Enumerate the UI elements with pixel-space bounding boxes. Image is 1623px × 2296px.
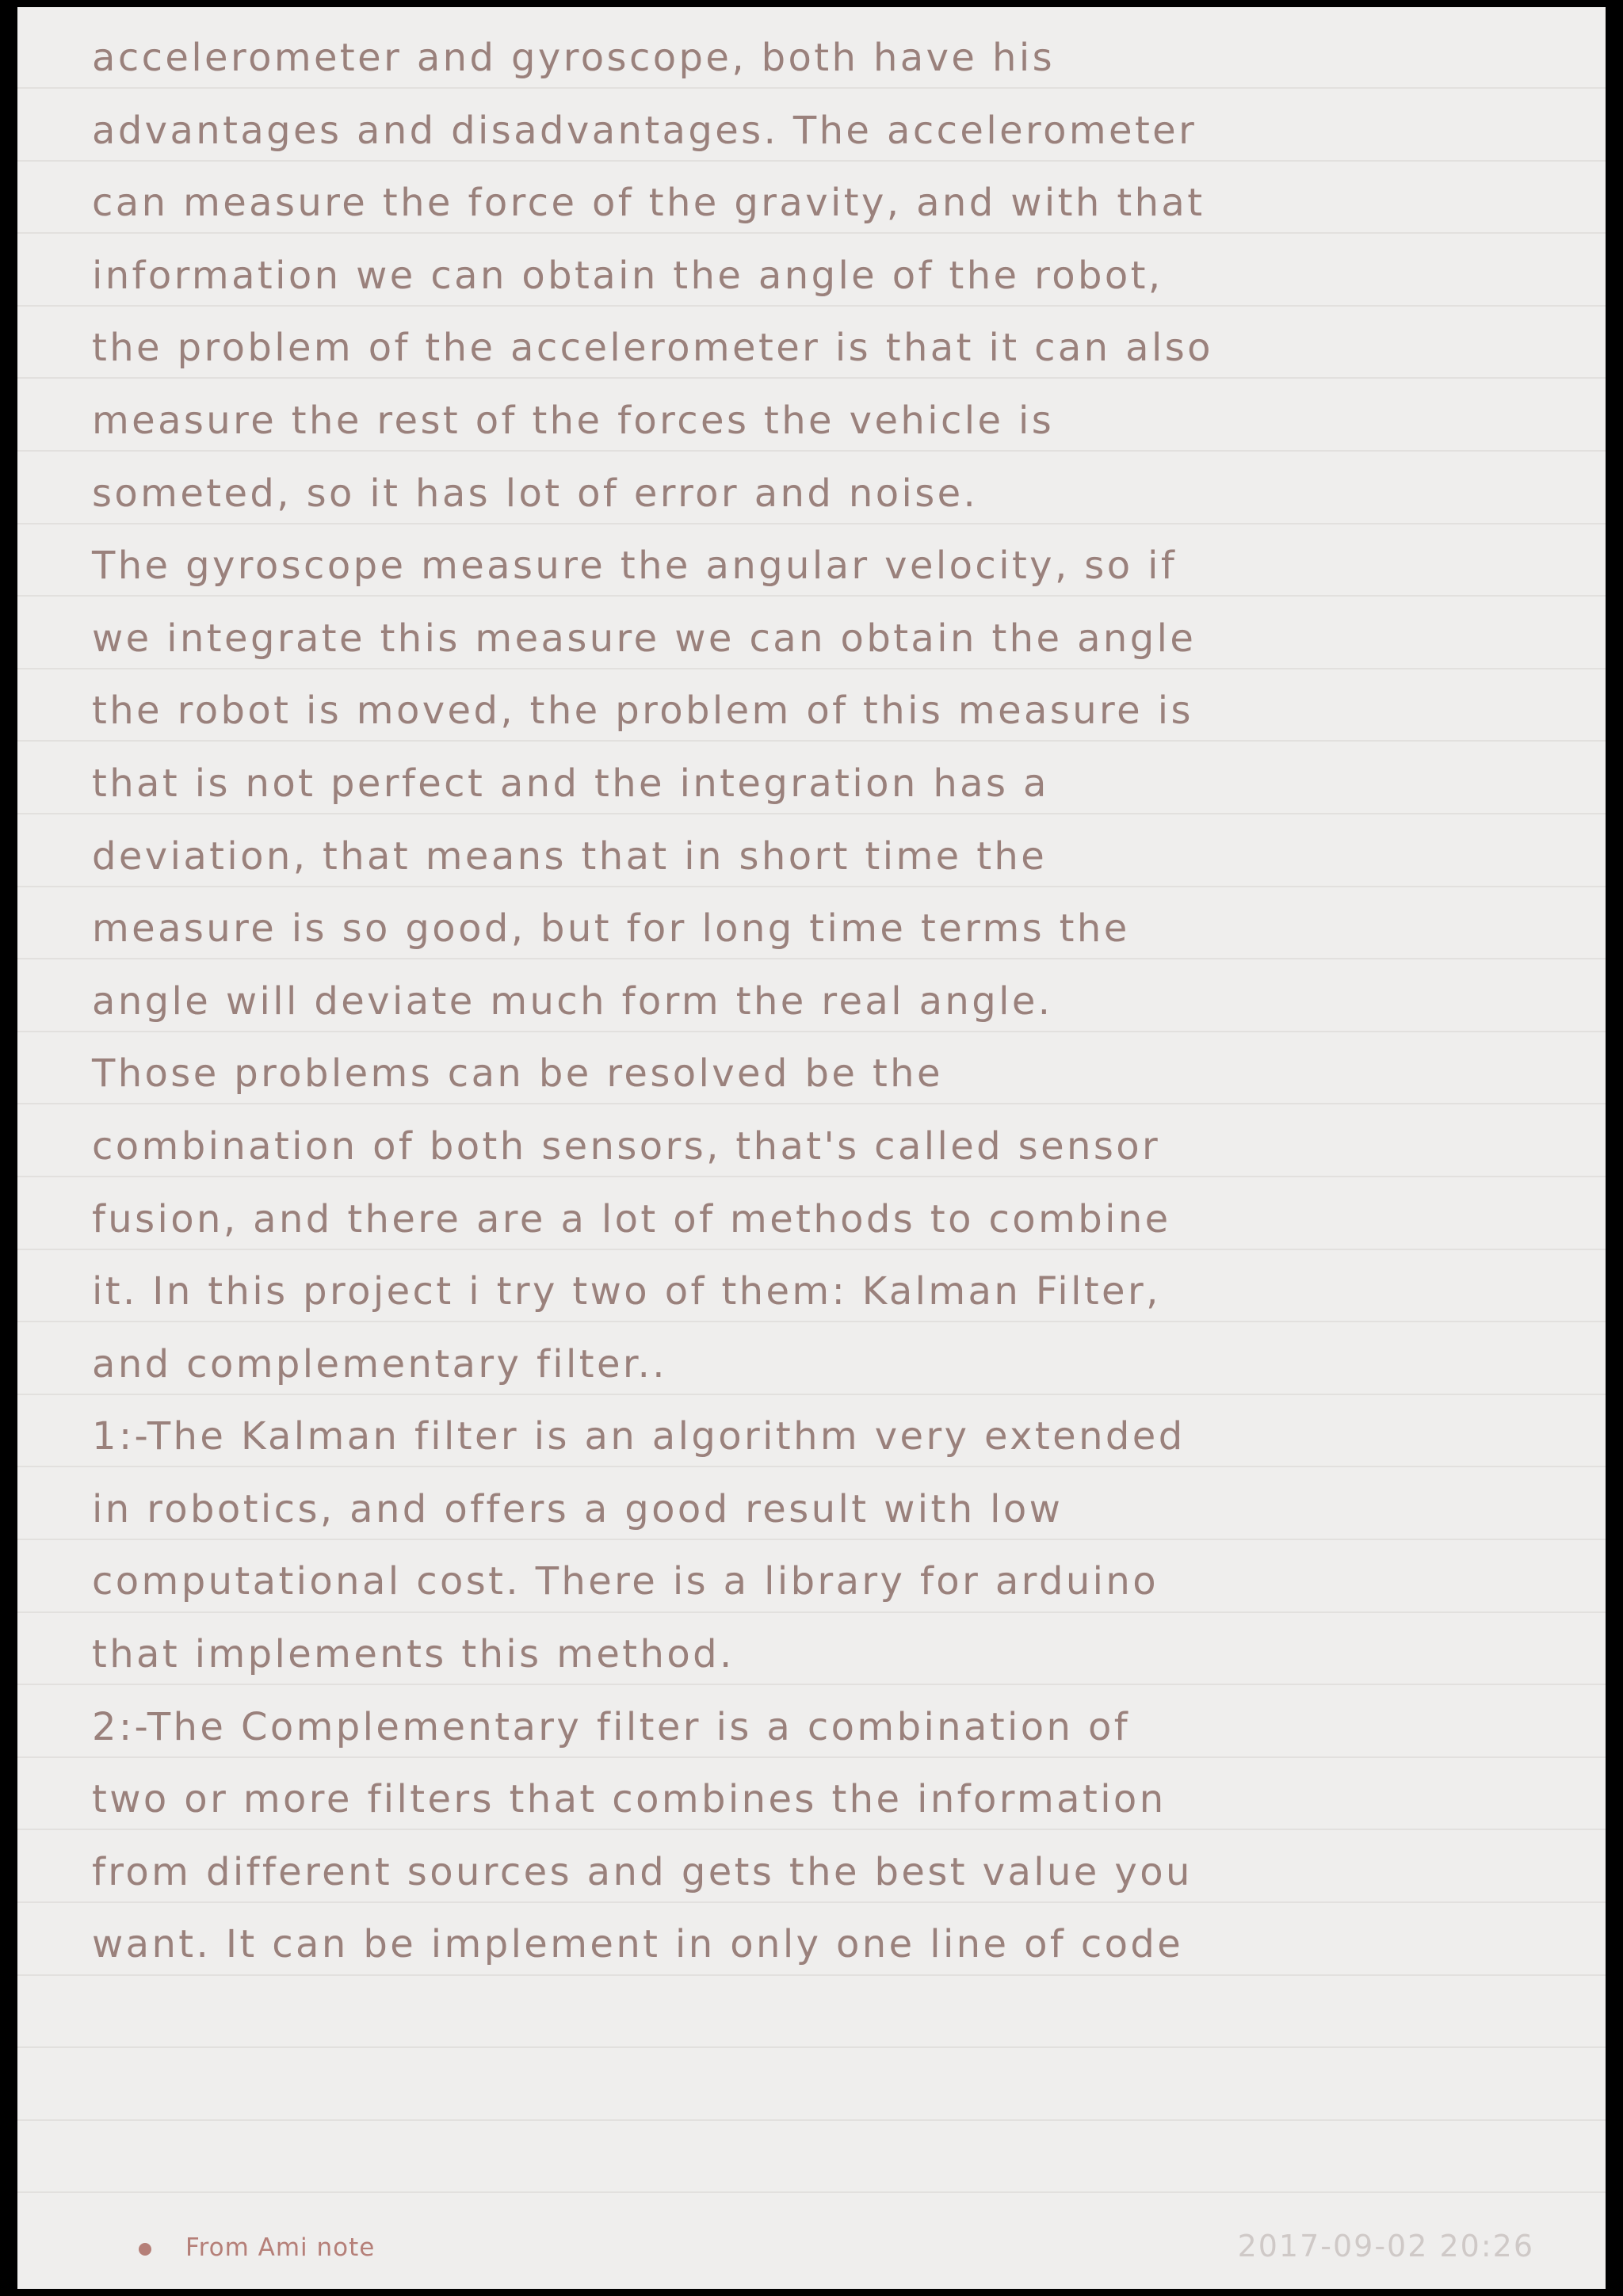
note-footer [17,2222,1606,2278]
note-line: we integrate this measure we can obtain the angle [92,616,1197,661]
note-line: 2:-The Complementary filter is a combination of [92,1704,1131,1749]
note-line: in robotics, and offers a good result with low [92,1486,1064,1531]
note-body[interactable] [92,29,1582,1989]
note-line: fusion, and there are a lot of methods to combine [92,1196,1171,1241]
ruled-line [17,2046,1606,2048]
note-line: 1:-The Kalman filter is an algorithm very extended [92,1414,1186,1459]
note-line: want. It can be implement in only one line of code [92,1922,1184,1967]
note-line: measure the rest of the forces the vehicle is [92,398,1055,443]
note-line: accelerometer and gyroscope, both have his [92,36,1055,80]
source-label[interactable]: From Ami note [185,2233,376,2262]
note-line: The gyroscope measure the angular velocity, so if [92,543,1178,589]
timestamp: 2017-09-02 20:26 [1237,2229,1534,2264]
note-line: that is not perfect and the integration has a [92,761,1049,806]
note-line: information we can obtain the angle of the robot, [92,253,1163,298]
note-line: two or more filters that combines the information [92,1777,1167,1822]
note-line: the problem of the accelerometer is that it can also [92,326,1213,371]
ruled-line [17,2191,1606,2193]
ruled-line [17,2119,1606,2121]
note-line: someted, so it has lot of error and noise. [92,471,979,516]
source-dot-icon [139,2243,151,2256]
note-line: Those problems can be resolved be the [92,1051,943,1097]
note-line: that implements this method. [92,1632,735,1677]
note-line: can measure the force of the gravity, and with that [92,181,1205,226]
note-page [17,7,1606,2289]
note-line: it. In this project i try two of them: Kalman Filter, [92,1269,1161,1314]
note-line: combination of both sensors, that's called sensor [92,1123,1161,1169]
note-line: the robot is moved, the problem of this measure is [92,688,1193,734]
note-line: and complementary filter.. [92,1341,667,1386]
note-line: deviation, that means that in short time the [92,833,1048,879]
note-line: angle will deviate much form the real angle. [92,978,1053,1024]
note-line: from different sources and gets the best value you [92,1849,1193,1894]
note-line: computational cost. There is a library for arduino [92,1559,1159,1604]
note-line: measure is so good, but for long time terms the [92,906,1130,952]
note-line: advantages and disadvantages. The accelerometer [92,108,1197,153]
